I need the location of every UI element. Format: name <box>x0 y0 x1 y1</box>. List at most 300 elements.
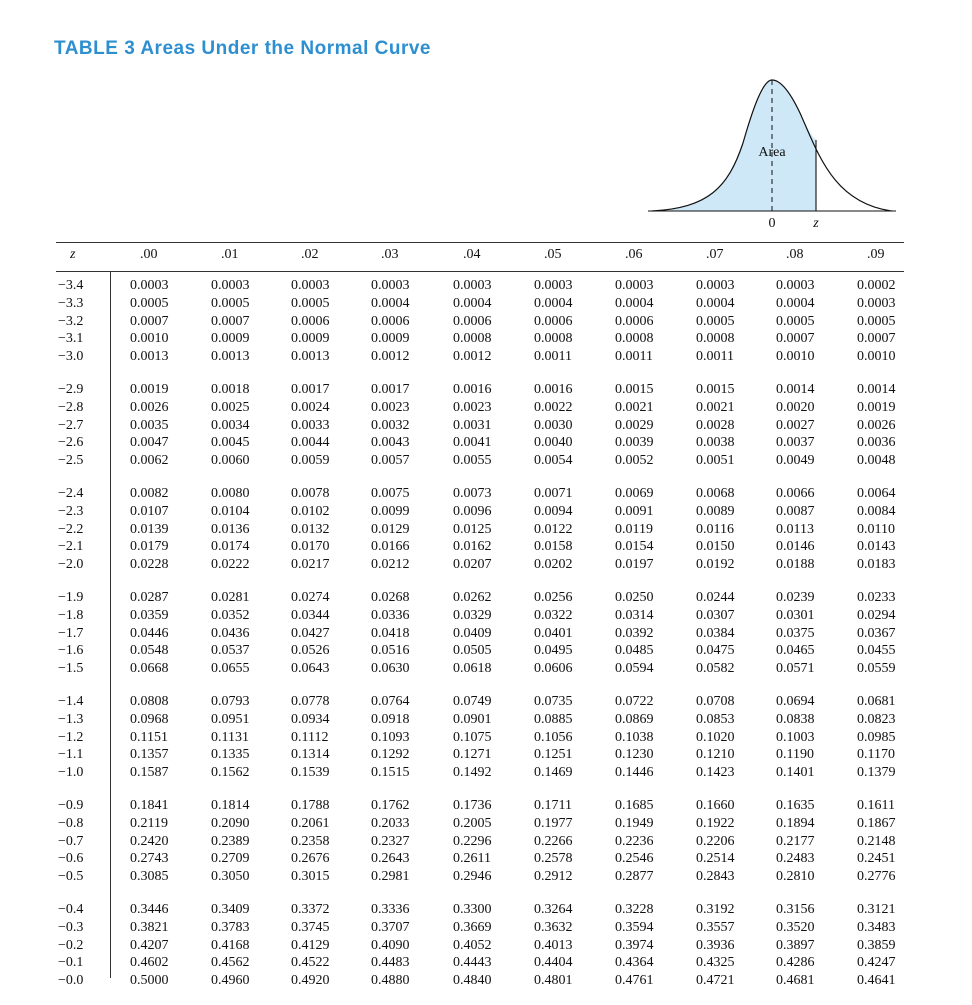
area-value: 0.3121 <box>857 901 896 917</box>
area-value: 0.0018 <box>211 381 250 397</box>
area-value: 0.0099 <box>371 503 410 519</box>
z-value: −1.0 <box>58 765 84 781</box>
area-value: 0.1003 <box>776 729 815 745</box>
area-value: 0.1894 <box>776 815 815 831</box>
area-value: 0.0006 <box>615 313 654 329</box>
table-row <box>56 381 904 399</box>
area-value: 0.0192 <box>696 557 735 573</box>
area-value: 0.0102 <box>291 503 330 519</box>
area-value: 0.3192 <box>696 901 735 917</box>
area-value: 0.0048 <box>857 453 896 469</box>
z-value: −1.6 <box>58 643 84 659</box>
area-value: 0.3707 <box>371 919 410 935</box>
z-value: −1.5 <box>58 661 84 677</box>
area-value: 0.0008 <box>696 331 735 347</box>
table-row <box>56 937 904 955</box>
area-value: 0.0032 <box>371 417 410 433</box>
area-value: 0.0681 <box>857 693 896 709</box>
area-value: 0.0010 <box>130 331 169 347</box>
area-value: 0.1230 <box>615 747 654 763</box>
area-value: 0.0043 <box>371 435 410 451</box>
area-value: 0.1292 <box>371 747 410 763</box>
area-value: 0.4920 <box>291 973 330 989</box>
area-value: 0.5000 <box>130 973 169 989</box>
area-value: 0.2266 <box>534 833 573 849</box>
area-value: 0.3446 <box>130 901 169 917</box>
table-row <box>56 642 904 660</box>
area-value: 0.0091 <box>615 503 654 519</box>
area-value: 0.0006 <box>534 313 573 329</box>
area-value: 0.1977 <box>534 815 573 831</box>
area-value: 0.0094 <box>534 503 573 519</box>
area-value: 0.0129 <box>371 521 410 537</box>
area-value: 0.0028 <box>696 417 735 433</box>
area-value: 0.1611 <box>857 797 895 813</box>
header-bottom-rule <box>56 271 904 272</box>
z-value: −2.5 <box>58 453 84 469</box>
area-value: 0.2611 <box>453 851 491 867</box>
area-value: 0.1492 <box>453 765 492 781</box>
area-value: 0.2236 <box>615 833 654 849</box>
area-value: 0.4801 <box>534 973 573 989</box>
z-value: −0.5 <box>58 869 84 885</box>
area-value: 0.0010 <box>857 349 896 365</box>
area-value: 0.1788 <box>291 797 330 813</box>
column-header: .02 <box>301 247 319 262</box>
z-value: −0.7 <box>58 833 84 849</box>
area-value: 0.0125 <box>453 521 492 537</box>
area-value: 0.0069 <box>615 485 654 501</box>
area-value: 0.0162 <box>453 539 492 555</box>
area-value: 0.0007 <box>211 313 250 329</box>
area-value: 0.0014 <box>857 381 896 397</box>
area-value: 0.0495 <box>534 643 573 659</box>
area-value: 0.0019 <box>130 381 169 397</box>
z-value: −0.6 <box>58 851 84 867</box>
header-top-rule <box>56 242 904 243</box>
area-value: 0.0708 <box>696 693 735 709</box>
area-value: 0.3936 <box>696 937 735 953</box>
row-group <box>56 797 904 886</box>
area-value: 0.0158 <box>534 539 573 555</box>
area-value: 0.0031 <box>453 417 492 433</box>
area-value: 0.0465 <box>776 643 815 659</box>
area-value: 0.0051 <box>696 453 735 469</box>
area-value: 0.0150 <box>696 539 735 555</box>
area-value: 0.0021 <box>615 399 654 415</box>
area-value: 0.0013 <box>130 349 169 365</box>
area-value: 0.1423 <box>696 765 735 781</box>
area-value: 0.0668 <box>130 661 169 677</box>
z-value: −0.0 <box>58 973 84 989</box>
area-value: 0.0314 <box>615 607 654 623</box>
area-value: 0.0082 <box>130 485 169 501</box>
column-header: .00 <box>140 247 158 262</box>
area-value: 0.0764 <box>371 693 410 709</box>
area-value: 0.0019 <box>857 399 896 415</box>
area-value: 0.0064 <box>857 485 896 501</box>
area-value: 0.0202 <box>534 557 573 573</box>
area-value: 0.1562 <box>211 765 250 781</box>
area-value: 0.0015 <box>615 381 654 397</box>
area-value: 0.0030 <box>534 417 573 433</box>
table-row <box>56 485 904 503</box>
area-value: 0.3669 <box>453 919 492 935</box>
area-value: 0.0006 <box>291 313 330 329</box>
area-value: 0.0778 <box>291 693 330 709</box>
row-group <box>56 901 904 990</box>
table-row <box>56 972 904 990</box>
area-value: 0.0078 <box>291 485 330 501</box>
area-value: 0.0034 <box>211 417 250 433</box>
area-value: 0.0113 <box>776 521 814 537</box>
area-value: 0.4129 <box>291 937 330 953</box>
area-value: 0.0136 <box>211 521 250 537</box>
area-value: 0.1587 <box>130 765 169 781</box>
area-value: 0.0047 <box>130 435 169 451</box>
area-value: 0.0003 <box>615 278 654 293</box>
area-value: 0.0011 <box>615 349 653 365</box>
area-value: 0.0005 <box>130 295 169 311</box>
area-value: 0.1075 <box>453 729 492 745</box>
area-value: 0.1685 <box>615 797 654 813</box>
table-row <box>56 815 904 833</box>
area-value: 0.0869 <box>615 711 654 727</box>
area-value: 0.0146 <box>776 539 815 555</box>
area-value: 0.0004 <box>453 295 492 311</box>
area-value: 0.0212 <box>371 557 410 573</box>
area-value: 0.2877 <box>615 869 654 885</box>
area-value: 0.2296 <box>453 833 492 849</box>
z-value: −3.4 <box>58 278 84 293</box>
table-row <box>56 954 904 972</box>
area-value: 0.4207 <box>130 937 169 953</box>
table-row <box>56 417 904 435</box>
area-value: 0.3228 <box>615 901 654 917</box>
z-value: −1.8 <box>58 607 84 623</box>
area-value: 0.0436 <box>211 625 250 641</box>
area-value: 0.3897 <box>776 937 815 953</box>
area-value: 0.0722 <box>615 693 654 709</box>
area-value: 0.0007 <box>776 331 815 347</box>
area-value: 0.0853 <box>696 711 735 727</box>
area-value: 0.0418 <box>371 625 410 641</box>
area-value: 0.1922 <box>696 815 735 831</box>
area-value: 0.0004 <box>696 295 735 311</box>
area-value: 0.4562 <box>211 955 250 971</box>
area-value: 0.0008 <box>615 331 654 347</box>
table-row <box>56 452 904 470</box>
area-value: 0.0010 <box>776 349 815 365</box>
area-value: 0.0080 <box>211 485 250 501</box>
area-value: 0.1251 <box>534 747 573 763</box>
area-value: 0.0054 <box>534 453 573 469</box>
area-value: 0.0017 <box>291 381 330 397</box>
area-value: 0.0096 <box>453 503 492 519</box>
area-value: 0.0516 <box>371 643 410 659</box>
area-value: 0.0005 <box>776 313 815 329</box>
table-row <box>56 868 904 886</box>
area-value: 0.0071 <box>534 485 573 501</box>
area-value: 0.0036 <box>857 435 896 451</box>
z-value: −2.4 <box>58 485 84 501</box>
area-value: 0.0392 <box>615 625 654 641</box>
area-value: 0.1736 <box>453 797 492 813</box>
area-value: 0.4325 <box>696 955 735 971</box>
area-value: 0.0060 <box>211 453 250 469</box>
column-header: .09 <box>867 247 885 262</box>
area-value: 0.0066 <box>776 485 815 501</box>
z-value: −0.1 <box>58 955 84 971</box>
table-body <box>56 277 904 1005</box>
area-value: 0.2643 <box>371 851 410 867</box>
area-value: 0.0336 <box>371 607 410 623</box>
area-value: 0.2389 <box>211 833 250 849</box>
area-value: 0.0038 <box>696 435 735 451</box>
area-value: 0.0089 <box>696 503 735 519</box>
area-value: 0.0154 <box>615 539 654 555</box>
area-value: 0.0322 <box>534 607 573 623</box>
table-header <box>56 244 904 270</box>
area-value: 0.2912 <box>534 869 573 885</box>
area-value: 0.1515 <box>371 765 410 781</box>
column-header: .08 <box>786 247 804 262</box>
area-value: 0.0375 <box>776 625 815 641</box>
area-value: 0.0004 <box>615 295 654 311</box>
area-value: 0.0035 <box>130 417 169 433</box>
area-value: 0.0027 <box>776 417 815 433</box>
area-value: 0.1762 <box>371 797 410 813</box>
area-value: 0.4443 <box>453 955 492 971</box>
area-value: 0.0643 <box>291 661 330 677</box>
area-value: 0.0409 <box>453 625 492 641</box>
area-value: 0.2206 <box>696 833 735 849</box>
page-title: TABLE 3 Areas Under the Normal Curve <box>54 38 431 59</box>
area-value: 0.0003 <box>776 278 815 293</box>
area-value: 0.4880 <box>371 973 410 989</box>
area-value: 0.0250 <box>615 589 654 605</box>
area-value: 0.4840 <box>453 973 492 989</box>
area-value: 0.3050 <box>211 869 250 885</box>
area-value: 0.0044 <box>291 435 330 451</box>
area-value: 0.4090 <box>371 937 410 953</box>
table-row <box>56 919 904 937</box>
area-value: 0.0073 <box>453 485 492 501</box>
area-value: 0.0033 <box>291 417 330 433</box>
area-value: 0.0559 <box>857 661 896 677</box>
area-value: 0.0003 <box>211 278 250 293</box>
area-value: 0.0016 <box>534 381 573 397</box>
row-group <box>56 693 904 782</box>
area-value: 0.0655 <box>211 661 250 677</box>
area-value: 0.0087 <box>776 503 815 519</box>
area-value: 0.0084 <box>857 503 896 519</box>
area-value: 0.3783 <box>211 919 250 935</box>
area-value: 0.2981 <box>371 869 410 885</box>
area-value: 0.2033 <box>371 815 410 831</box>
area-value: 0.0022 <box>534 399 573 415</box>
area-value: 0.0011 <box>534 349 572 365</box>
area-value: 0.0009 <box>211 331 250 347</box>
column-header: .06 <box>625 247 643 262</box>
area-value: 0.0104 <box>211 503 250 519</box>
area-value: 0.1469 <box>534 765 573 781</box>
area-value: 0.0005 <box>696 313 735 329</box>
area-value: 0.0004 <box>534 295 573 311</box>
area-value: 0.0003 <box>453 278 492 293</box>
area-value: 0.0016 <box>453 381 492 397</box>
area-value: 0.0003 <box>534 278 573 293</box>
area-value: 0.0217 <box>291 557 330 573</box>
area-value: 0.0004 <box>371 295 410 311</box>
area-value: 0.0427 <box>291 625 330 641</box>
area-value: 0.0059 <box>291 453 330 469</box>
area-value: 0.0359 <box>130 607 169 623</box>
table-row <box>56 538 904 556</box>
area-value: 0.0268 <box>371 589 410 605</box>
z-label: z <box>813 216 819 231</box>
area-value: 0.3557 <box>696 919 735 935</box>
table-row <box>56 589 904 607</box>
area-value: 0.0139 <box>130 521 169 537</box>
column-header: .05 <box>544 247 562 262</box>
area-value: 0.1660 <box>696 797 735 813</box>
z-value: −1.3 <box>58 711 84 727</box>
area-value: 0.0107 <box>130 503 169 519</box>
table-row <box>56 330 904 348</box>
area-value: 0.0505 <box>453 643 492 659</box>
area-value: 0.0244 <box>696 589 735 605</box>
area-value: 0.4960 <box>211 973 250 989</box>
area-value: 0.0239 <box>776 589 815 605</box>
area-value: 0.1357 <box>130 747 169 763</box>
area-value: 0.0307 <box>696 607 735 623</box>
area-value: 0.0228 <box>130 557 169 573</box>
area-value: 0.0005 <box>857 313 896 329</box>
area-value: 0.1056 <box>534 729 573 745</box>
area-value: 0.3264 <box>534 901 573 917</box>
area-value: 0.0007 <box>857 331 896 347</box>
area-value: 0.0301 <box>776 607 815 623</box>
area-value: 0.0166 <box>371 539 410 555</box>
area-value: 0.4602 <box>130 955 169 971</box>
area-value: 0.1949 <box>615 815 654 831</box>
area-value: 0.0485 <box>615 643 654 659</box>
area-value: 0.0475 <box>696 643 735 659</box>
z-value: −3.3 <box>58 295 84 311</box>
area-value: 0.3409 <box>211 901 250 917</box>
area-value: 0.0006 <box>371 313 410 329</box>
area-value: 0.0197 <box>615 557 654 573</box>
z-value: −0.2 <box>58 937 84 953</box>
z-value: −0.3 <box>58 919 84 935</box>
area-value: 0.0735 <box>534 693 573 709</box>
area-value: 0.1446 <box>615 765 654 781</box>
area-value: 0.0594 <box>615 661 654 677</box>
area-value: 0.0025 <box>211 399 250 415</box>
area-value: 0.0174 <box>211 539 250 555</box>
area-value: 0.0985 <box>857 729 896 745</box>
area-value: 0.0008 <box>534 331 573 347</box>
area-value: 0.0023 <box>371 399 410 415</box>
area-value: 0.3859 <box>857 937 896 953</box>
area-value: 0.0344 <box>291 607 330 623</box>
table-row <box>56 901 904 919</box>
area-value: 0.1210 <box>696 747 735 763</box>
area-value: 0.0262 <box>453 589 492 605</box>
area-value: 0.1867 <box>857 815 896 831</box>
area-value: 0.0571 <box>776 661 815 677</box>
area-value: 0.2061 <box>291 815 330 831</box>
area-value: 0.0455 <box>857 643 896 659</box>
area-value: 0.0618 <box>453 661 492 677</box>
area-value: 0.0281 <box>211 589 250 605</box>
table-row <box>56 607 904 625</box>
area-value: 0.1170 <box>857 747 895 763</box>
table-row <box>56 764 904 782</box>
area-value: 0.1539 <box>291 765 330 781</box>
area-value: 0.0012 <box>371 349 410 365</box>
area-value: 0.0256 <box>534 589 573 605</box>
area-value: 0.4483 <box>371 955 410 971</box>
table-row <box>56 348 904 366</box>
area-value: 0.0968 <box>130 711 169 727</box>
table-row <box>56 313 904 331</box>
area-label: Area <box>758 145 786 160</box>
area-value: 0.0630 <box>371 661 410 677</box>
area-value: 0.2119 <box>130 815 168 831</box>
area-value: 0.4364 <box>615 955 654 971</box>
area-value: 0.1112 <box>291 729 329 745</box>
area-value: 0.0012 <box>453 349 492 365</box>
area-value: 0.2578 <box>534 851 573 867</box>
z-value: −0.9 <box>58 797 84 813</box>
area-value: 0.1401 <box>776 765 815 781</box>
area-value: 0.0039 <box>615 435 654 451</box>
area-value: 0.4721 <box>696 973 735 989</box>
area-value: 0.1814 <box>211 797 250 813</box>
area-value: 0.2676 <box>291 851 330 867</box>
area-value: 0.0901 <box>453 711 492 727</box>
area-value: 0.0011 <box>696 349 734 365</box>
area-value: 0.1038 <box>615 729 654 745</box>
area-value: 0.0143 <box>857 539 896 555</box>
area-value: 0.2709 <box>211 851 250 867</box>
table-row <box>56 693 904 711</box>
column-header: .01 <box>221 247 239 262</box>
area-value: 0.1131 <box>211 729 249 745</box>
z-value: −2.8 <box>58 399 84 415</box>
table-row <box>56 797 904 815</box>
table-row <box>56 850 904 868</box>
area-value: 0.0294 <box>857 607 896 623</box>
area-value: 0.0026 <box>857 417 896 433</box>
area-value: 0.0749 <box>453 693 492 709</box>
area-value: 0.0040 <box>534 435 573 451</box>
area-value: 0.0037 <box>776 435 815 451</box>
z-value: −3.0 <box>58 349 84 365</box>
area-value: 0.0002 <box>857 278 896 293</box>
area-value: 0.0021 <box>696 399 735 415</box>
area-value: 0.4681 <box>776 973 815 989</box>
area-value: 0.1711 <box>534 797 572 813</box>
area-value: 0.1379 <box>857 765 896 781</box>
area-value: 0.4641 <box>857 973 896 989</box>
row-group <box>56 381 904 470</box>
area-value: 0.3632 <box>534 919 573 935</box>
area-value: 0.2946 <box>453 869 492 885</box>
area-value: 0.0384 <box>696 625 735 641</box>
